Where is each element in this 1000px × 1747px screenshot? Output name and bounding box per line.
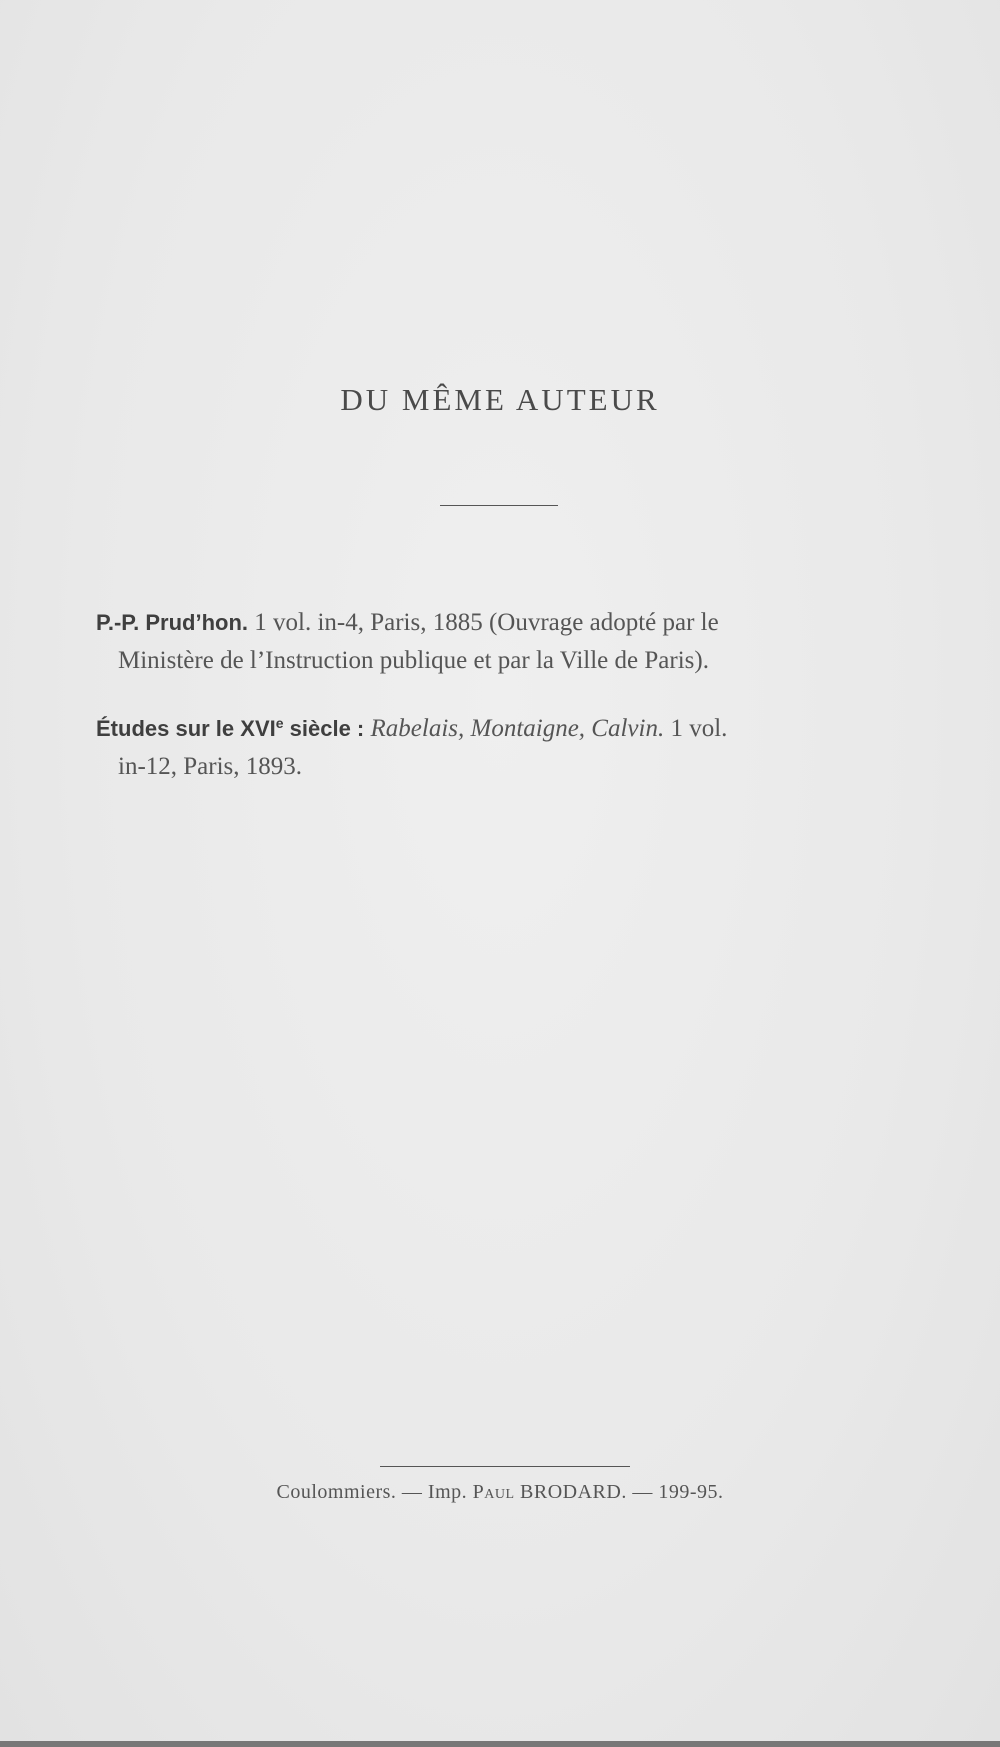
entry-title: Études sur le XVI [96, 716, 276, 741]
entry-title: P.-P. Prud’hon. [96, 610, 248, 635]
page-heading: DU MÊME AUTEUR [340, 382, 660, 417]
entry-details: 1 vol. in-4, Paris, 1885 (Ouvrage adopté par le [248, 609, 719, 636]
bibliography-entry [96, 704, 932, 786]
entry-continuation: Ministère de l’Instruction publique et par la Ville de Paris). [118, 647, 709, 674]
entry-details: 1 vol. [664, 715, 728, 742]
page-bottom-edge [0, 1741, 1000, 1747]
entry-title-suffix: siècle : [283, 716, 365, 741]
printer-imprint [0, 1481, 1000, 1504]
entry-title-superscript: e [275, 715, 284, 731]
imprint-rule [380, 1466, 630, 1467]
imprint-printer-rest: BRODARD. — 199-95. [514, 1481, 724, 1503]
entry-subjects: Rabelais, Montaigne, Calvin. [364, 715, 665, 742]
bibliography-entry [96, 604, 932, 680]
entry-line [96, 704, 932, 748]
entry-continuation: in-12, Paris, 1893. [118, 753, 303, 780]
imprint-place: Coulommiers. — Imp. [276, 1481, 473, 1503]
entry-line [96, 604, 932, 642]
imprint-printer-firstname: Paul [472, 1481, 515, 1503]
heading-rule [440, 505, 558, 506]
